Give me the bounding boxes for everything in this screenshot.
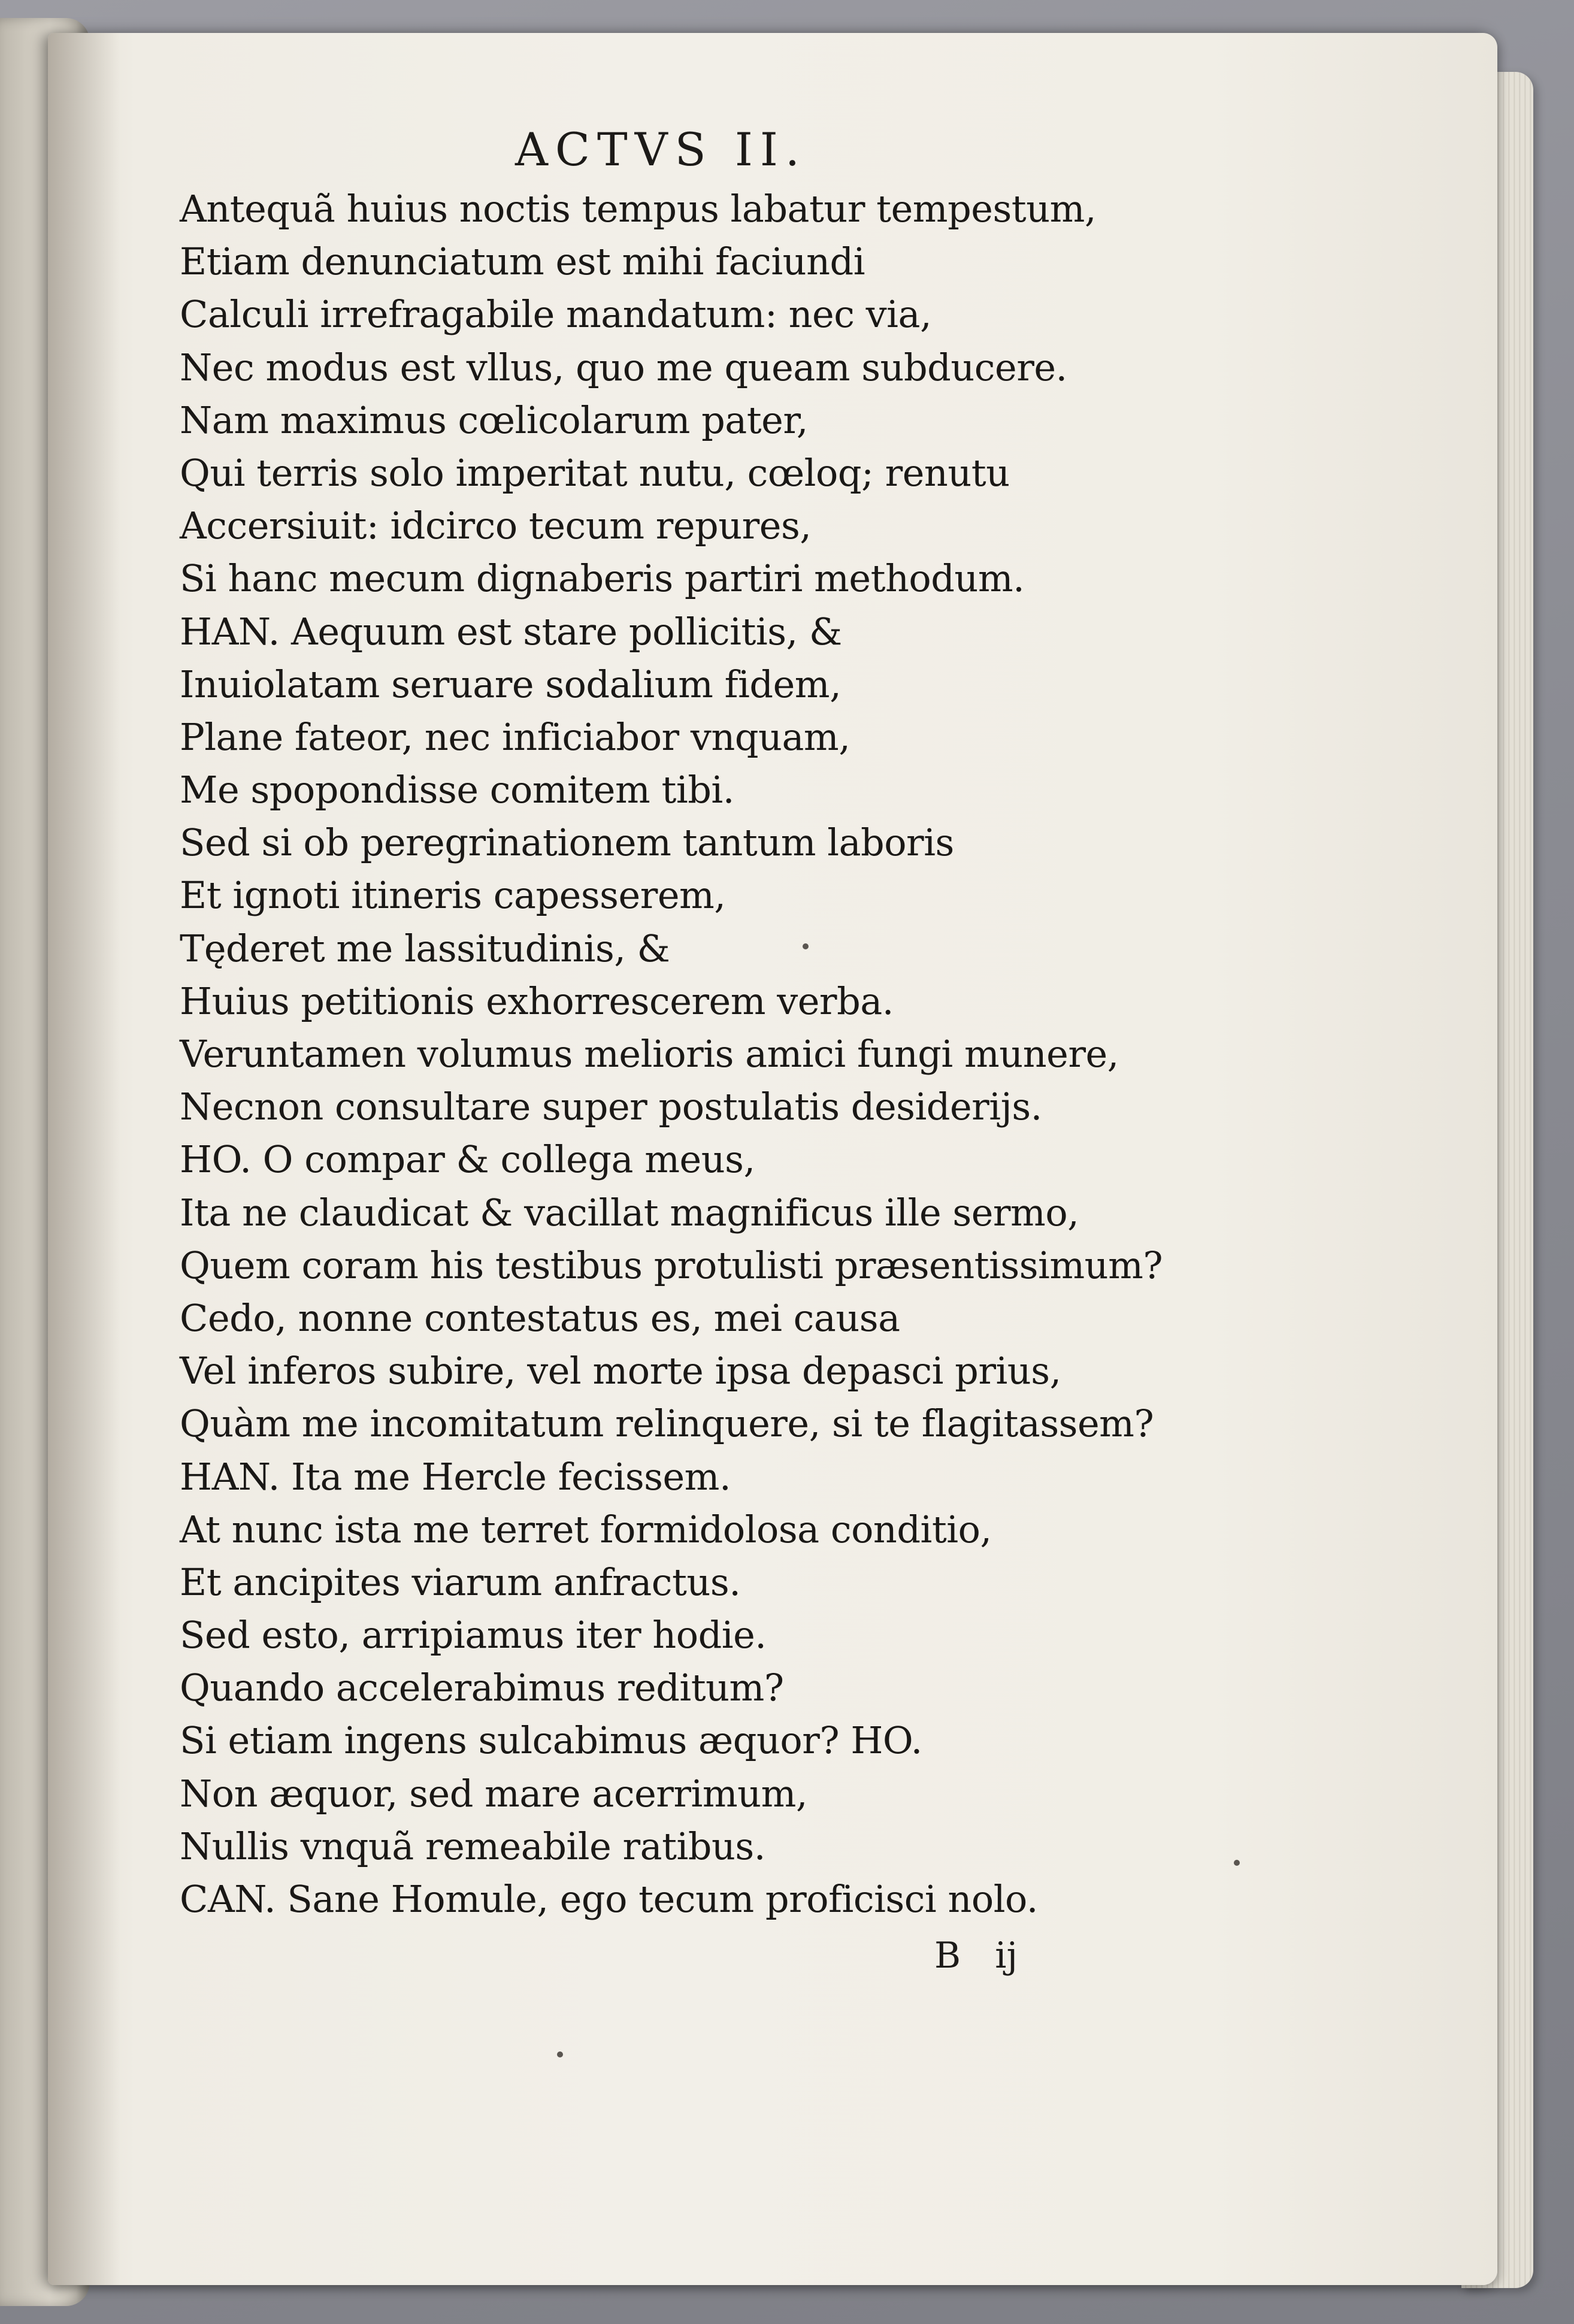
verse-line: Nec modus est vllus, quo me queam subducere. bbox=[180, 345, 1067, 389]
verse-line: Ita ne claudicat & vacillat magnificus ille sermo, bbox=[180, 1190, 1079, 1234]
verse-line: Et ignoti itineris capesserem, bbox=[180, 873, 726, 918]
verse-line: CAN. Sane Homule, ego tecum proficisci nolo. bbox=[180, 1877, 1039, 1921]
verse-line: Tęderet me lassitudinis, & bbox=[180, 926, 670, 970]
signature-mark: B ij bbox=[934, 1935, 1018, 1977]
verse-line: Inuiolatam seruare sodalium fidem, bbox=[180, 662, 842, 706]
verse-line: Accersiuit: idcirco tecum repures, bbox=[180, 504, 812, 548]
verse-line: Huius petitionis exhorrescerem verba. bbox=[180, 979, 894, 1023]
verse-line: Sed si ob peregrinationem tantum laboris bbox=[180, 821, 954, 865]
ink-speck bbox=[1234, 1860, 1240, 1866]
verse-line: Necnon consultare super postulatis desiderijs. bbox=[180, 1085, 1042, 1129]
verse-line: At nunc ista me terret formidolosa conditio, bbox=[180, 1507, 992, 1551]
verse-line: Me spopondisse comitem tibi. bbox=[180, 768, 734, 812]
verse-line: Etiam denunciatum est mihi faciundi bbox=[180, 240, 865, 284]
verse-line: Vel inferos subire, vel morte ipsa depasci prius, bbox=[180, 1349, 1061, 1393]
act-heading: ACTVS II. bbox=[515, 123, 807, 176]
verse-line: Nam maximus cœlicolarum pater, bbox=[180, 398, 808, 442]
verse-line: HO. O compar & collega meus, bbox=[180, 1137, 755, 1182]
verse-line: HAN. Aequum est stare pollicitis, & bbox=[180, 609, 842, 653]
verse-line: Non æquor, sed mare acerrimum, bbox=[180, 1771, 808, 1815]
verse-line: Cedo, nonne contestatus es, mei causa bbox=[180, 1296, 900, 1340]
verse-text bbox=[180, 183, 1318, 1926]
verse-line: Sed esto, arripiamus iter hodie. bbox=[180, 1613, 767, 1657]
verse-line: Quàm me incomitatum relinquere, si te flagitassem? bbox=[180, 1402, 1154, 1446]
verse-line: Quando accelerabimus reditum? bbox=[180, 1666, 784, 1710]
verse-line: Nullis vnquã remeabile ratibus. bbox=[180, 1824, 765, 1868]
ink-speck bbox=[803, 943, 809, 949]
verse-line: Antequã huius noctis tempus labatur tempestum, bbox=[180, 187, 1097, 231]
gutter-shadow bbox=[48, 33, 120, 2285]
verse-line: Calculi irrefragabile mandatum: nec via, bbox=[180, 292, 932, 337]
verse-line: Et ancipites viarum anfractus. bbox=[180, 1560, 741, 1604]
verse-line: Si etiam ingens sulcabimus æquor? HO. bbox=[180, 1718, 922, 1763]
verse-line: Si hanc mecum dignaberis partiri methodum. bbox=[180, 556, 1025, 601]
verse-line: Quem coram his testibus protulisti præsentissimum? bbox=[180, 1243, 1163, 1287]
verse-line: Veruntamen volumus melioris amici fungi munere, bbox=[180, 1032, 1119, 1076]
ink-speck bbox=[557, 2051, 563, 2057]
verse-line: Plane fateor, nec inficiabor vnquam, bbox=[180, 715, 850, 759]
verse-line: Qui terris solo imperitat nutu, cœloq; renutu bbox=[180, 450, 1010, 495]
verse-line: HAN. Ita me Hercle fecissem. bbox=[180, 1454, 731, 1499]
